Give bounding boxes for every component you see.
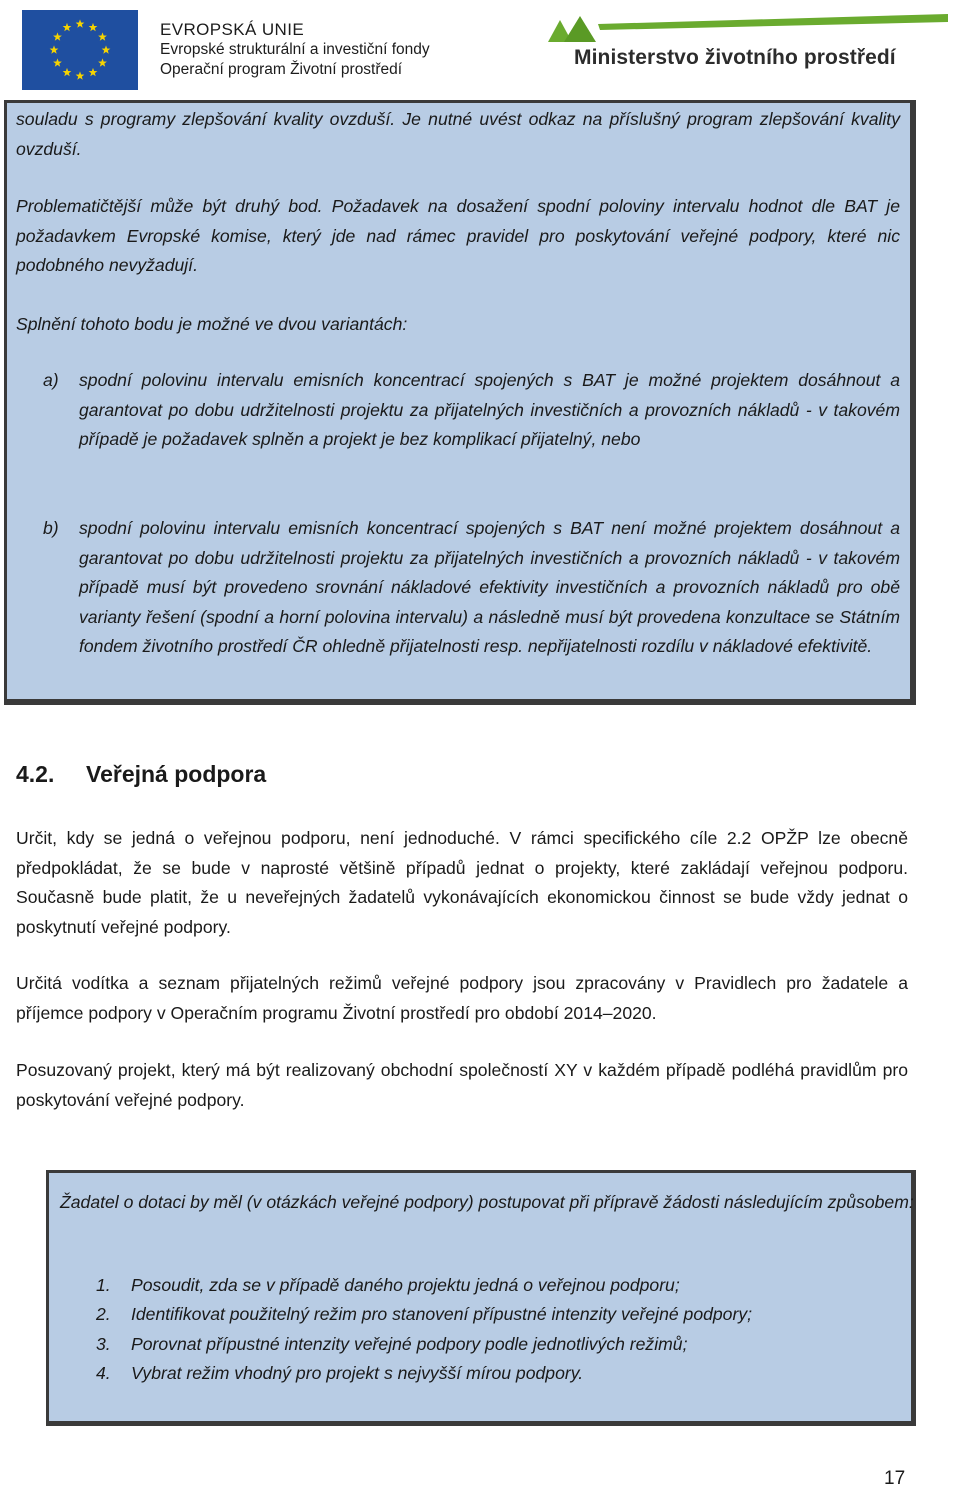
list-item-text: Identifikovat použitelný režim pro stanovení přípustné intenzity veřejné podpory; xyxy=(131,1304,753,1324)
box1-paragraph-3: Splnění tohoto bodu je možné ve dvou variantách: xyxy=(16,314,408,334)
box1-paragraph-2: Problematičtější může být druhý bod. Požadavek na dosažení spodní poloviny intervalu hodnot dle BAT je požadavkem Evropské komise, který jde nad rámec pravidel pro poskytování veřejné podpory, které nic podobného nevyžadují. xyxy=(16,196,900,276)
section-paragraph-2: Určitá vodítka a seznam přijatelných režimů veřejné podpory jsou zpracovány v Pravidlech pro žadatele a příjemce podpory v Operačním programu Životní prostředí pro období 2014–2020. xyxy=(16,973,908,1023)
list-item-number: 2. xyxy=(96,1304,111,1324)
section-number: 4.2. xyxy=(16,761,55,787)
list-item-label: a) xyxy=(43,370,59,390)
list-item xyxy=(43,366,900,496)
eu-logo-line-3: Operační program Životní prostředí xyxy=(160,61,403,78)
list-item-label: b) xyxy=(43,518,59,538)
list-item-text: Vybrat režim vhodný pro projekt s nejvyšší mírou podpory. xyxy=(131,1363,584,1383)
ministry-name: Ministerstvo životního prostředí xyxy=(574,46,896,69)
list-item-text: Porovnat přípustné intenzity veřejné podpory podle jednotlivých režimů; xyxy=(131,1334,688,1354)
ministry-logo xyxy=(548,14,958,74)
list-item-text: Posoudit, zda se v případě daného projektu jedná o veřejnou podporu; xyxy=(131,1275,680,1295)
page-number: 17 xyxy=(884,1468,906,1489)
list-item-text: spodní polovinu intervalu emisních koncentrací spojených s BAT je možné projektem dosáhnout a garantovat po dobu udržitelnosti projektu za přijatelných investičních a provozních nákladů - v takovém případě je požadavek splněn a projekt je bez komplikací přijatelný, nebo xyxy=(79,370,900,450)
eu-logo-line-1: EVROPSKÁ UNIE xyxy=(160,20,305,39)
ministry-logo-mark-icon xyxy=(548,14,958,44)
page-header xyxy=(0,0,960,96)
section-paragraph-3: Posuzovaný projekt, který má být realizovaný obchodní společností XY v každém případě podléhá pravidlům pro poskytování veřejné podpory. xyxy=(16,1060,908,1110)
list-item-number: 1. xyxy=(96,1275,111,1295)
list-item xyxy=(43,514,900,694)
box2-intro: Žadatel o dotaci by měl (v otázkách veřejné podpory) postupovat při přípravě žádosti následujícím způsobem: xyxy=(60,1192,914,1212)
list-item-number: 4. xyxy=(96,1363,111,1383)
box1-paragraph-1: souladu s programy zlepšování kvality ovzduší. Je nutné uvést odkaz na příslušný program zlepšování kvality ovzduší. xyxy=(16,109,900,159)
section-paragraph-1: Určit, kdy se jedná o veřejnou podporu, není jednoduché. V rámci specifického cíle 2.2 OPŽP lze obecně předpokládat, že se bude v naprosté většině případů jednat o projekty, které zakládají veřejnou podporu. Současně bude platit, že u neveřejných žadatelů vykonávajících ekonomickou činnost se bude vždy jednat o poskytnutí veřejné podpory. xyxy=(16,828,908,937)
list-item-number: 3. xyxy=(96,1334,111,1354)
eu-flag-icon xyxy=(22,10,138,90)
eu-logo-line-2: Evropské strukturální a investiční fondy xyxy=(160,41,430,58)
section-title: Veřejná podpora xyxy=(86,761,267,787)
list-item-text: spodní polovinu intervalu emisních koncentrací spojených s BAT není možné projektem dosáhnout a garantovat po dobu udržitelnosti projektu za přijatelných investičních a provozních nákladů - v takovém případě musí být provedeno srovnání nákladové efektivity investičních a provozních nákladů pro obě varianty řešení (spodní a horní polovina intervalu) a následně musí být provedena konzultace se Státním fondem životního prostředí ČR ohledně přijatelnosti resp. nepřijatelnosti rozdílu v nákladové efektivitě. xyxy=(79,518,900,657)
eu-logo-text xyxy=(160,20,430,80)
